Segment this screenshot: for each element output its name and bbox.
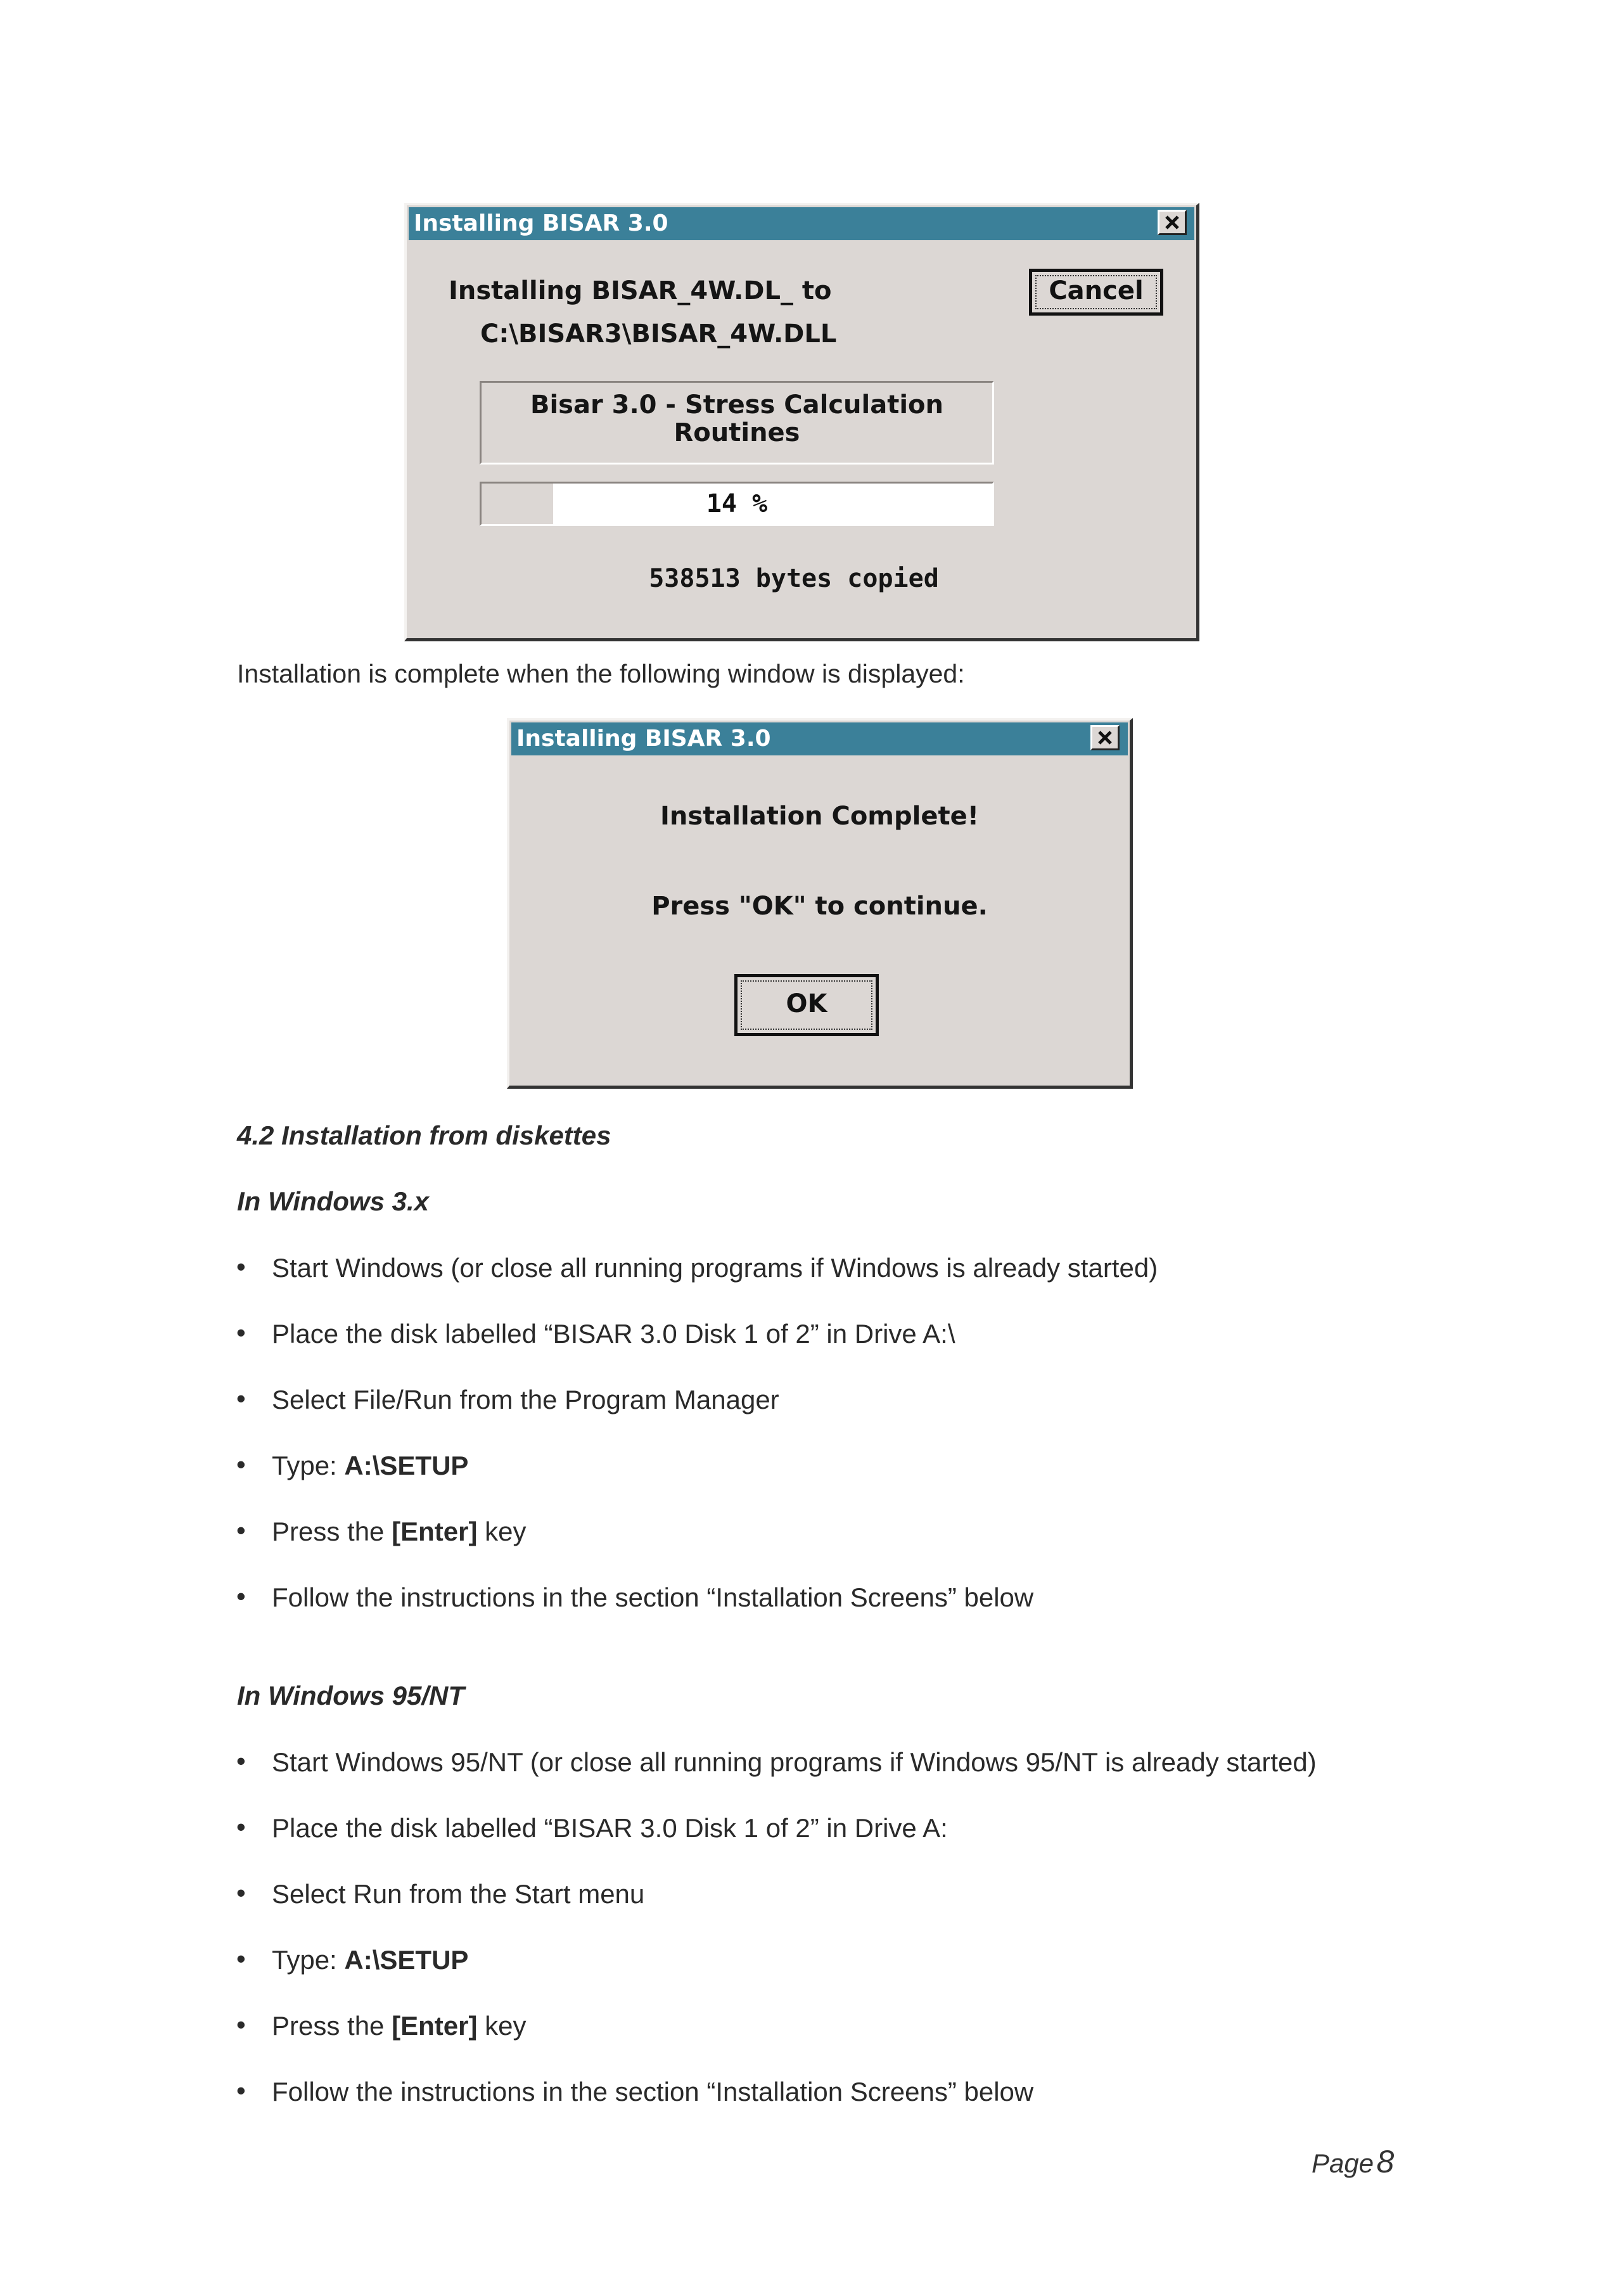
page-label: Page xyxy=(1312,2148,1374,2178)
progress-percent-text: 14 % xyxy=(706,489,768,518)
list-item-text: Place the disk labelled “BISAR 3.0 Disk 1 of 2” in Drive A:\ xyxy=(272,1319,955,1349)
bullet-icon: • xyxy=(236,1252,246,1281)
progress-bar xyxy=(480,482,994,526)
complete-dialog-title: Installing BISAR 3.0 xyxy=(516,726,771,752)
page-number-footer xyxy=(1312,2143,1394,2180)
completion-message: Installation Complete! xyxy=(660,802,979,831)
bullet-icon: • xyxy=(236,1449,246,1479)
bullet-icon: • xyxy=(236,1383,246,1413)
windows-3x-heading: In Windows 3.x xyxy=(237,1186,429,1216)
cancel-button-label: Cancel xyxy=(1049,276,1144,305)
bytes-copied-text: 538513 bytes copied xyxy=(649,564,939,593)
bullet-icon: • xyxy=(236,1944,246,1973)
close-button[interactable] xyxy=(1090,725,1120,750)
bullet-icon: • xyxy=(236,2010,246,2039)
key-text: [Enter] xyxy=(392,1517,478,1546)
list-item-text: Press the [Enter] key xyxy=(272,2011,527,2041)
destination-path-text: C:\BISAR3\BISAR_4W.DLL xyxy=(480,319,837,349)
list-item-text: Start Windows (or close all running programs if Windows is already started) xyxy=(272,1253,1158,1283)
ok-button[interactable] xyxy=(734,974,879,1036)
bullet-icon: • xyxy=(236,2075,246,2105)
list-item-text: Press the [Enter] key xyxy=(272,1517,527,1546)
windows-95nt-heading: In Windows 95/NT xyxy=(237,1681,464,1710)
list-item-text: Select File/Run from the Program Manager xyxy=(272,1385,779,1414)
list-item-text: Place the disk labelled “BISAR 3.0 Disk 1 of 2” in Drive A: xyxy=(272,1813,948,1843)
list-item-text: Start Windows 95/NT (or close all running programs if Windows 95/NT is already started) xyxy=(272,1747,1317,1777)
key-text: [Enter] xyxy=(392,2011,478,2041)
list-item-text: Follow the instructions in the section “Installation Screens” below xyxy=(272,2077,1034,2107)
complete-dialog-titlebar xyxy=(511,722,1128,755)
page-number: 8 xyxy=(1376,2144,1395,2179)
section-heading: 4.2 Installation from diskettes xyxy=(237,1120,611,1150)
install-progress-dialog xyxy=(404,203,1199,641)
bullet-icon: • xyxy=(236,1746,246,1776)
list-item-text: Follow the instructions in the section “Installation Screens” below xyxy=(272,1582,1034,1612)
bullet-icon: • xyxy=(236,1812,246,1842)
install-dialog-title: Installing BISAR 3.0 xyxy=(414,210,668,236)
list-item-text: Select Run from the Start menu xyxy=(272,1879,645,1909)
bullet-icon: • xyxy=(236,1878,246,1908)
ok-button-label: OK xyxy=(786,989,827,1018)
command-text: A:\SETUP xyxy=(344,1451,469,1480)
cancel-button[interactable] xyxy=(1029,269,1163,316)
installing-file-text: Installing BISAR_4W.DL_ to xyxy=(449,276,832,305)
bullet-icon: • xyxy=(236,1581,246,1611)
continue-instruction: Press "OK" to continue. xyxy=(651,892,988,921)
component-name-line1: Bisar 3.0 - Stress Calculation xyxy=(530,390,944,420)
list-item-text: Type: A:\SETUP xyxy=(272,1451,469,1480)
command-text: A:\SETUP xyxy=(344,1945,469,1975)
install-complete-dialog xyxy=(507,718,1133,1089)
bullet-icon: • xyxy=(236,1515,246,1545)
intro-text: Installation is complete when the following window is displayed: xyxy=(237,659,965,688)
bullet-icon: • xyxy=(236,1318,246,1347)
component-name-line2: Routines xyxy=(674,418,800,447)
component-description-box xyxy=(480,381,994,465)
list-item-text: Type: A:\SETUP xyxy=(272,1945,469,1975)
close-button[interactable] xyxy=(1158,210,1187,235)
install-dialog-titlebar xyxy=(409,207,1194,240)
